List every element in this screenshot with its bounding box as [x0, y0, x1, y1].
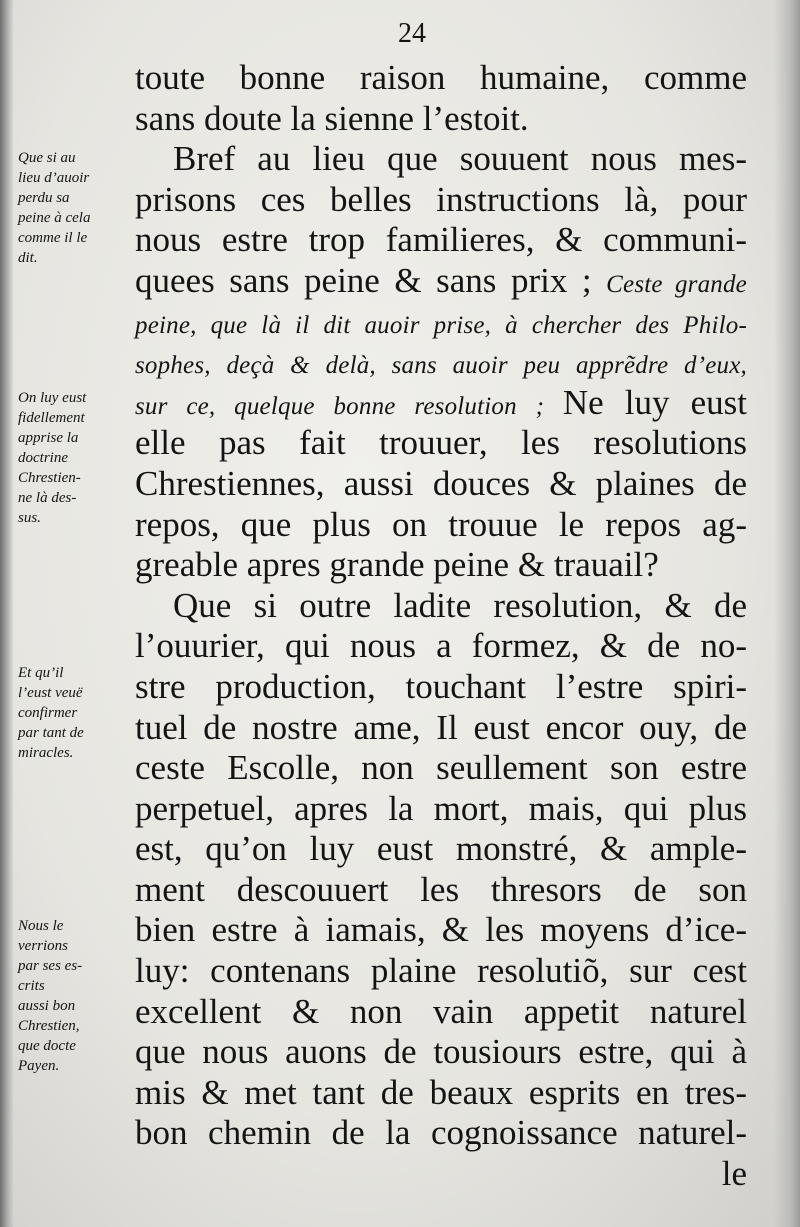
margin-note-line: l’eust veuë	[18, 685, 83, 701]
margin-note	[18, 916, 130, 1076]
text-run: toute bonne raison humaine, comme	[135, 58, 747, 97]
text-run: perpetuel, apres la mort, mais, qui plus	[135, 788, 747, 828]
margin-note	[18, 388, 130, 528]
text-line	[135, 829, 747, 870]
text-run: bien estre à iamais, & les moyens d’ice-	[135, 910, 747, 950]
margin-note	[18, 148, 130, 268]
text-line	[135, 992, 747, 1033]
margin-note-line: que docte	[18, 1038, 76, 1054]
text-run: nous estre trop familieres, & communi-	[135, 220, 747, 260]
text-line	[135, 139, 747, 180]
italic-quote: sur ce, quelque bonne resolution ;	[135, 392, 563, 420]
margin-note-line: apprise la	[18, 430, 79, 446]
margin-note-line: perdu sa	[18, 190, 70, 206]
text-run: ceste Escolle, non seullement son estre	[135, 748, 747, 788]
text-line	[135, 545, 747, 586]
margin-note-line: confirmer	[18, 705, 78, 721]
italic-quote: peine, que là il dit auoir prise, à chercher des Philo-	[135, 311, 747, 339]
margin-note-line: comme il le	[18, 230, 88, 246]
margin-note-line: dit.	[18, 250, 38, 266]
text-line	[135, 505, 747, 546]
text-line	[135, 464, 747, 505]
margin-note-line: ne là des-	[18, 490, 77, 506]
text-run: bon chemin de la cognoissance naturel-	[135, 1113, 747, 1153]
text-line	[135, 220, 747, 261]
text-run: quees sans peine & sans prix ;	[135, 260, 607, 300]
page-number: 24	[398, 18, 426, 49]
margin-note-line: Chrestien,	[18, 1018, 80, 1034]
text-line	[135, 1032, 747, 1073]
text-line	[135, 58, 747, 99]
text-run: ment descouuert les thresors de son	[135, 869, 747, 909]
text-run: Bref au lieu que souuent nous mes-	[173, 139, 747, 179]
text-line	[135, 789, 747, 830]
text-line	[135, 626, 747, 667]
margin-note-line: par tant de	[18, 725, 84, 741]
margin-note-line: verrions	[18, 938, 68, 954]
margin-note-line: sus.	[18, 510, 41, 526]
text-line	[135, 99, 747, 140]
margin-note-line: fidellement	[18, 410, 85, 426]
text-run: excellent & non vain appetit naturel	[135, 991, 747, 1031]
margin-note-line: Chrestien-	[18, 470, 81, 486]
text-line	[135, 748, 747, 789]
margin-note-line: On luy eust	[18, 390, 87, 406]
text-run: Que si outre ladite resolution, & de	[173, 585, 747, 625]
text-run: mis & met tant de beaux esprits en tres-	[135, 1072, 747, 1112]
text-line	[135, 1154, 747, 1195]
text-line	[135, 302, 747, 343]
page-edge-shadow	[774, 0, 800, 1227]
text-line	[135, 1073, 747, 1114]
margin-note-line: Nous le	[18, 918, 64, 934]
text-line	[135, 383, 747, 424]
margin-note-line: peine à cela	[18, 210, 91, 226]
text-run: tuel de nostre ame, Il eust encor ouy, de	[135, 707, 747, 747]
margin-note	[18, 663, 130, 763]
text-line	[135, 423, 747, 464]
text-run: que nous auons de tousiours estre, qui à	[135, 1032, 747, 1072]
text-line	[135, 870, 747, 911]
text-line	[135, 708, 747, 749]
text-run: le	[721, 1154, 747, 1194]
text-run: Ne luy eust	[562, 382, 747, 422]
binding-shadow	[0, 0, 14, 1227]
italic-quote: Ceste grande	[606, 270, 747, 298]
text-run: Chrestiennes, aussi douces & plaines de	[135, 463, 747, 503]
text-run: sans doute la sienne l’estoit.	[135, 98, 529, 138]
margin-note-line: par ses es-	[18, 958, 83, 974]
text-run: greable apres grande peine & trauail?	[135, 545, 659, 585]
text-run: repos, que plus on trouue le repos ag-	[135, 504, 747, 544]
text-line	[135, 951, 747, 992]
margin-note-line: aussi bon	[18, 998, 76, 1014]
text-line	[135, 1113, 747, 1154]
text-line	[135, 180, 747, 221]
main-text-column	[135, 58, 747, 1195]
text-run: elle pas fait trouuer, les resolutions	[135, 423, 747, 463]
text-line	[135, 261, 747, 302]
text-line	[135, 910, 747, 951]
text-run: l’ouurier, qui nous a formez, & de no-	[135, 626, 747, 666]
text-run: stre production, touchant l’estre spiri-	[135, 666, 747, 706]
italic-quote: sophes, deçà & delà, sans auoir peu apprẽdre d’eux,	[135, 352, 747, 380]
margin-note-line: lieu d’auoir	[18, 170, 90, 186]
text-line	[135, 667, 747, 708]
margin-note-line: Et qu’il	[18, 665, 64, 681]
text-line	[135, 586, 747, 627]
margin-note-line: miracles.	[18, 745, 74, 761]
text-run: luy: contenans plaine resolutiõ, sur cest	[135, 951, 747, 991]
margin-note-line: doctrine	[18, 450, 68, 466]
text-run: prisons ces belles instructions là, pour	[135, 179, 747, 219]
margin-note-line: Payen.	[18, 1058, 60, 1074]
margin-note-line: Que si au	[18, 150, 76, 166]
margin-note-line: crits	[18, 978, 45, 994]
text-line	[135, 342, 747, 383]
text-run: est, qu’on luy eust monstré, & ample-	[135, 829, 747, 869]
